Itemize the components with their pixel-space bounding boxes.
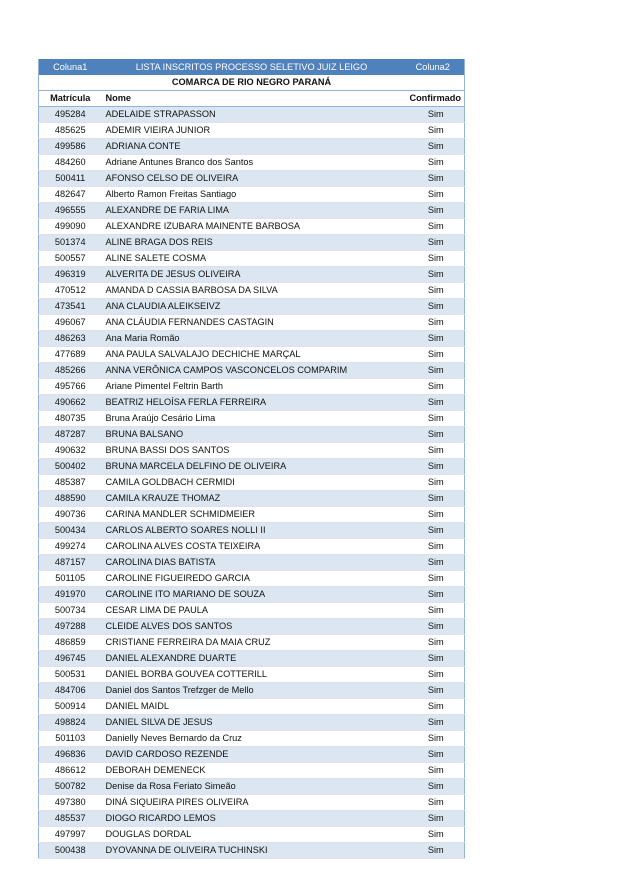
table-row — [39, 507, 465, 523]
table-row — [39, 171, 465, 187]
confirmado-cell: Sim — [402, 427, 465, 443]
table-row — [39, 427, 465, 443]
confirmado-cell: Sim — [402, 699, 465, 715]
table-row — [39, 715, 465, 731]
confirmado-cell: Sim — [402, 603, 465, 619]
table-row — [39, 235, 465, 251]
confirmado-cell: Sim — [402, 347, 465, 363]
nome-cell: CAMILA GOLDBACH CERMIDI — [102, 475, 402, 491]
column-nome: Nome — [102, 91, 402, 107]
nome-cell: Danielly Neves Bernardo da Cruz — [102, 731, 402, 747]
confirmado-cell: Sim — [402, 475, 465, 491]
confirmado-cell: Sim — [402, 491, 465, 507]
table-row — [39, 747, 465, 763]
confirmado-cell: Sim — [402, 667, 465, 683]
table-row — [39, 203, 465, 219]
column-header-row — [39, 91, 465, 107]
confirmado-cell: Sim — [402, 363, 465, 379]
confirmado-cell: Sim — [402, 155, 465, 171]
table-row — [39, 411, 465, 427]
matricula-cell: 500434 — [39, 523, 102, 539]
table-row — [39, 651, 465, 667]
table-row — [39, 571, 465, 587]
confirmado-cell: Sim — [402, 315, 465, 331]
matricula-cell: 501374 — [39, 235, 102, 251]
table-row — [39, 347, 465, 363]
confirmado-cell: Sim — [402, 747, 465, 763]
nome-cell: BEATRIZ HELOÍSA FERLA FERREIRA — [102, 395, 402, 411]
table-row — [39, 555, 465, 571]
nome-cell: CAROLINE FIGUEIREDO GARCIA — [102, 571, 402, 587]
nome-cell: ANA CLÁUDIA FERNANDES CASTAGIN — [102, 315, 402, 331]
table-row — [39, 123, 465, 139]
matricula-cell: 485387 — [39, 475, 102, 491]
matricula-cell: 486859 — [39, 635, 102, 651]
table-row — [39, 459, 465, 475]
matricula-cell: 473541 — [39, 299, 102, 315]
confirmado-cell: Sim — [402, 139, 465, 155]
nome-cell: DANIEL MAIDL — [102, 699, 402, 715]
matricula-cell: 500531 — [39, 667, 102, 683]
nome-cell: Adriane Antunes Branco dos Santos — [102, 155, 402, 171]
matricula-cell: 501105 — [39, 571, 102, 587]
nome-cell: BRUNA MARCELA DELFINO DE OLIVEIRA — [102, 459, 402, 475]
nome-cell: Ariane Pimentel Feltrin Barth — [102, 379, 402, 395]
matricula-cell: 484260 — [39, 155, 102, 171]
confirmado-cell: Sim — [402, 443, 465, 459]
confirmado-cell: Sim — [402, 267, 465, 283]
matricula-cell: 497997 — [39, 827, 102, 843]
nome-cell: ADRIANA CONTE — [102, 139, 402, 155]
confirmado-cell: Sim — [402, 763, 465, 779]
confirmado-cell: Sim — [402, 171, 465, 187]
confirmado-cell: Sim — [402, 235, 465, 251]
matricula-cell: 484706 — [39, 683, 102, 699]
table-row — [39, 267, 465, 283]
comarca-subtitle: COMARCA DE RIO NEGRO PARANÁ — [39, 75, 465, 91]
table-row — [39, 299, 465, 315]
nome-cell: ALEXANDRE DE FARIA LIMA — [102, 203, 402, 219]
matricula-cell: 485625 — [39, 123, 102, 139]
table-row — [39, 491, 465, 507]
table-row — [39, 283, 465, 299]
nome-cell: ALINE SALETE COSMA — [102, 251, 402, 267]
matricula-cell: 500411 — [39, 171, 102, 187]
matricula-cell: 477689 — [39, 347, 102, 363]
matricula-cell: 490662 — [39, 395, 102, 411]
table-row — [39, 795, 465, 811]
table-row — [39, 843, 465, 859]
table-row — [39, 443, 465, 459]
matricula-cell: 498824 — [39, 715, 102, 731]
matricula-cell: 500734 — [39, 603, 102, 619]
nome-cell: ALINE BRAGA DOS REIS — [102, 235, 402, 251]
table-row — [39, 635, 465, 651]
table-row — [39, 539, 465, 555]
table-row — [39, 763, 465, 779]
confirmado-cell: Sim — [402, 555, 465, 571]
nome-cell: Ana Maria Romão — [102, 331, 402, 347]
table-row — [39, 683, 465, 699]
subtitle-row — [39, 75, 465, 91]
table-row — [39, 587, 465, 603]
matricula-cell: 470512 — [39, 283, 102, 299]
matricula-cell: 485266 — [39, 363, 102, 379]
confirmado-cell: Sim — [402, 827, 465, 843]
nome-cell: ALVERITA DE JESUS OLIVEIRA — [102, 267, 402, 283]
nome-cell: DIOGO RICARDO LEMOS — [102, 811, 402, 827]
confirmado-cell: Sim — [402, 523, 465, 539]
table-row — [39, 811, 465, 827]
nome-cell: CRISTIANE FERREIRA DA MAIA CRUZ — [102, 635, 402, 651]
nome-cell: CARINA MANDLER SCHMIDMEIER — [102, 507, 402, 523]
table-row — [39, 779, 465, 795]
nome-cell: DYOVANNA DE OLIVEIRA TUCHINSKI — [102, 843, 402, 859]
confirmado-cell: Sim — [402, 251, 465, 267]
nome-cell: CAROLINA ALVES COSTA TEIXEIRA — [102, 539, 402, 555]
matricula-cell: 490736 — [39, 507, 102, 523]
table-row — [39, 331, 465, 347]
nome-cell: Daniel dos Santos Trefzger de Mello — [102, 683, 402, 699]
confirmado-cell: Sim — [402, 507, 465, 523]
confirmado-cell: Sim — [402, 651, 465, 667]
confirmado-cell: Sim — [402, 683, 465, 699]
matricula-cell: 496836 — [39, 747, 102, 763]
confirmado-cell: Sim — [402, 107, 465, 123]
matricula-cell: 497380 — [39, 795, 102, 811]
nome-cell: ALEXANDRE IZUBARA MAINENTE BARBOSA — [102, 219, 402, 235]
table-row — [39, 523, 465, 539]
nome-cell: CLEIDE ALVES DOS SANTOS — [102, 619, 402, 635]
confirmado-cell: Sim — [402, 379, 465, 395]
confirmado-cell: Sim — [402, 203, 465, 219]
matricula-cell: 495766 — [39, 379, 102, 395]
nome-cell: ADELAIDE STRAPASSON — [102, 107, 402, 123]
nome-cell: DANIEL ALEXANDRE DUARTE — [102, 651, 402, 667]
nome-cell: DOUGLAS DORDAL — [102, 827, 402, 843]
table-row — [39, 667, 465, 683]
table-row — [39, 379, 465, 395]
confirmado-cell: Sim — [402, 395, 465, 411]
confirmado-cell: Sim — [402, 715, 465, 731]
matricula-cell: 496067 — [39, 315, 102, 331]
nome-cell: ANA CLAUDIA ALEIKSEIVZ — [102, 299, 402, 315]
nome-cell: Alberto Ramon Freitas Santiago — [102, 187, 402, 203]
matricula-cell: 499586 — [39, 139, 102, 155]
confirmado-cell: Sim — [402, 299, 465, 315]
matricula-cell: 501103 — [39, 731, 102, 747]
table-row — [39, 315, 465, 331]
matricula-cell: 499090 — [39, 219, 102, 235]
confirmado-cell: Sim — [402, 635, 465, 651]
inscritos-table — [38, 59, 465, 859]
confirmado-cell: Sim — [402, 123, 465, 139]
table-row — [39, 219, 465, 235]
nome-cell: AMANDA D CASSIA BARBOSA DA SILVA — [102, 283, 402, 299]
header-title: LISTA INSCRITOS PROCESSO SELETIVO JUIZ LEIGO — [102, 59, 402, 75]
confirmado-cell: Sim — [402, 283, 465, 299]
confirmado-cell: Sim — [402, 587, 465, 603]
confirmado-cell: Sim — [402, 571, 465, 587]
nome-cell: ANA PAULA SALVALAJO DECHICHE MARÇAL — [102, 347, 402, 363]
matricula-cell: 500557 — [39, 251, 102, 267]
confirmado-cell: Sim — [402, 411, 465, 427]
confirmado-cell: Sim — [402, 459, 465, 475]
nome-cell: CAROLINE ITO MARIANO DE SOUZA — [102, 587, 402, 603]
nome-cell: ADEMIR VIEIRA JUNIOR — [102, 123, 402, 139]
nome-cell: BRUNA BASSI DOS SANTOS — [102, 443, 402, 459]
confirmado-cell: Sim — [402, 795, 465, 811]
column-confirmado: Confirmado — [402, 91, 465, 107]
matricula-cell: 496745 — [39, 651, 102, 667]
table-row — [39, 251, 465, 267]
matricula-cell: 500438 — [39, 843, 102, 859]
matricula-cell: 488590 — [39, 491, 102, 507]
nome-cell: DINÁ SIQUEIRA PIRES OLIVEIRA — [102, 795, 402, 811]
matricula-cell: 490632 — [39, 443, 102, 459]
nome-cell: AFONSO CELSO DE OLIVEIRA — [102, 171, 402, 187]
table-row — [39, 187, 465, 203]
matricula-cell: 491970 — [39, 587, 102, 603]
column-matricula: Matrícula — [39, 91, 102, 107]
matricula-cell: 495284 — [39, 107, 102, 123]
matricula-cell: 486612 — [39, 763, 102, 779]
matricula-cell: 500782 — [39, 779, 102, 795]
nome-cell: DAVID CARDOSO REZENDE — [102, 747, 402, 763]
table-row — [39, 827, 465, 843]
table-row — [39, 699, 465, 715]
confirmado-cell: Sim — [402, 219, 465, 235]
table-row — [39, 155, 465, 171]
matricula-cell: 486263 — [39, 331, 102, 347]
confirmado-cell: Sim — [402, 731, 465, 747]
matricula-cell: 499274 — [39, 539, 102, 555]
table-row — [39, 731, 465, 747]
matricula-cell: 500402 — [39, 459, 102, 475]
confirmado-cell: Sim — [402, 539, 465, 555]
confirmado-cell: Sim — [402, 187, 465, 203]
matricula-cell: 497288 — [39, 619, 102, 635]
nome-cell: Denise da Rosa Feriato Simeão — [102, 779, 402, 795]
table-row — [39, 395, 465, 411]
nome-cell: DEBORAH DEMENECK — [102, 763, 402, 779]
matricula-cell: 485537 — [39, 811, 102, 827]
nome-cell: Bruna Araújo Cesário Lima — [102, 411, 402, 427]
confirmado-cell: Sim — [402, 811, 465, 827]
header-coluna2: Coluna2 — [402, 59, 465, 75]
nome-cell: ANNA VERÔNICA CAMPOS VASCONCELOS COMPARIM — [102, 363, 402, 379]
nome-cell: DANIEL SILVA DE JESUS — [102, 715, 402, 731]
matricula-cell: 496319 — [39, 267, 102, 283]
confirmado-cell: Sim — [402, 619, 465, 635]
confirmado-cell: Sim — [402, 331, 465, 347]
nome-cell: BRUNA BALSANO — [102, 427, 402, 443]
matricula-cell: 482647 — [39, 187, 102, 203]
matricula-cell: 487287 — [39, 427, 102, 443]
table-row — [39, 603, 465, 619]
matricula-cell: 496555 — [39, 203, 102, 219]
matricula-cell: 500914 — [39, 699, 102, 715]
nome-cell: CESAR LIMA DE PAULA — [102, 603, 402, 619]
table-row — [39, 619, 465, 635]
table-row — [39, 139, 465, 155]
table-row — [39, 363, 465, 379]
nome-cell: DANIEL BORBA GOUVEA COTTERILL — [102, 667, 402, 683]
matricula-cell: 480735 — [39, 411, 102, 427]
nome-cell: CAROLINA DIAS BATISTA — [102, 555, 402, 571]
nome-cell: CAMILA KRAUZE THOMAZ — [102, 491, 402, 507]
table-row — [39, 475, 465, 491]
nome-cell: CARLOS ALBERTO SOARES NOLLI II — [102, 523, 402, 539]
table-row — [39, 107, 465, 123]
confirmado-cell: Sim — [402, 779, 465, 795]
header-coluna1: Coluna1 — [39, 59, 102, 75]
confirmado-cell: Sim — [402, 843, 465, 859]
table-header-row — [39, 59, 465, 75]
matricula-cell: 487157 — [39, 555, 102, 571]
